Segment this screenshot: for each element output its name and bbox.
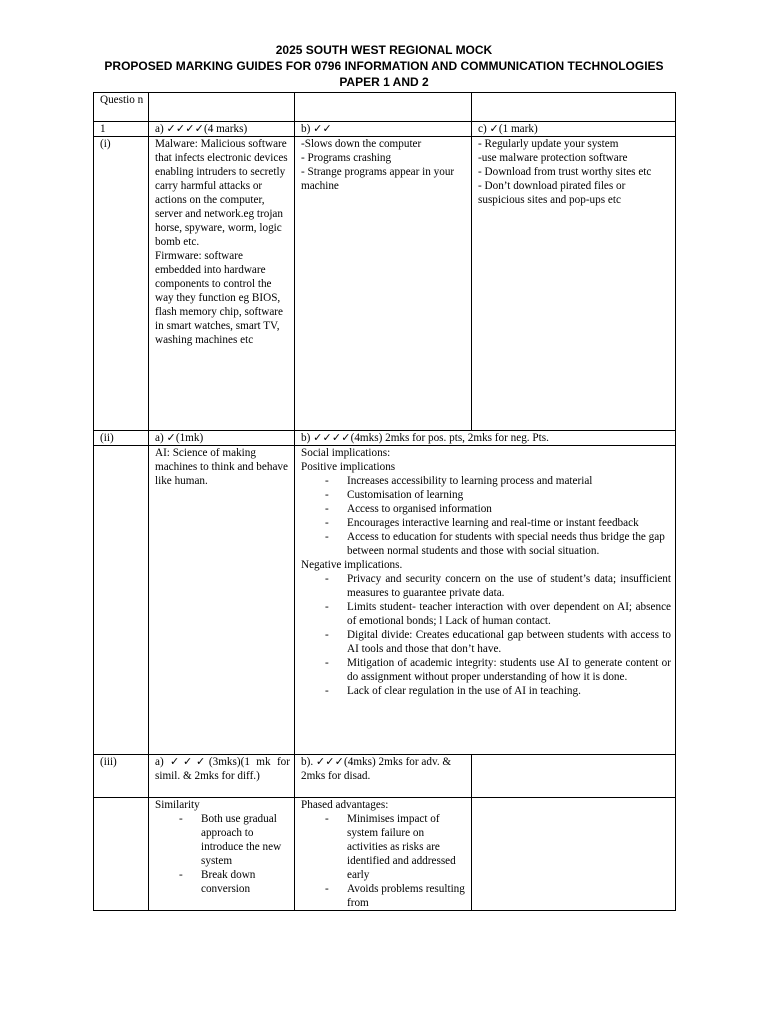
marks-cell-b: b) ✓✓✓✓(4mks) 2mks for pos. pts, 2mks for neg. Pts. xyxy=(295,431,676,446)
table-row-ii-body xyxy=(94,446,676,755)
social-implications-title: Social implications: xyxy=(301,447,391,459)
table-row-i xyxy=(94,137,676,431)
negative-implications-title: Negative implications. xyxy=(301,559,403,571)
question-header-cell: Questio n xyxy=(94,93,149,122)
list-item: - Break down conversion xyxy=(179,869,256,895)
marking-guide-table xyxy=(93,92,676,911)
answer-cell-b xyxy=(295,137,472,431)
phased-advantages-list xyxy=(301,812,467,910)
marks-cell-a: a) ✓✓✓(3mks)(1 mk for simil. & 2mks for diff.) xyxy=(149,755,295,798)
answer-line: - Regularly update your system xyxy=(478,138,619,150)
header-cell-4 xyxy=(472,93,676,122)
question-number-cell xyxy=(94,446,149,755)
marks-cell-b: b) ✓✓ xyxy=(295,122,472,137)
list-item: - Minimises impact of system failure on activities as risks are identified and addressed early xyxy=(325,813,456,881)
list-item: - Access to organised information xyxy=(325,503,492,515)
list-item: - Digital divide: Creates educational gap between students with access to AI tools and those that don’t have. xyxy=(325,629,671,655)
answer-line: - Don’t download pirated files or suspicious sites and pop-ups etc xyxy=(478,180,626,206)
similarity-title: Similarity xyxy=(155,799,200,811)
marks-cell-a: a) ✓✓✓✓(4 marks) xyxy=(149,122,295,137)
table-row-ii-marks xyxy=(94,431,676,446)
header-line-3: PAPER 1 AND 2 xyxy=(339,75,429,89)
malware-definition: Malware: Malicious software that infects electronic devices enabling intruders to secretly carry harmful attacks or actions on the computer, server and network.eg trojan horse, spyware, worm, logic bomb etc. xyxy=(155,138,288,248)
table-header-row xyxy=(94,93,676,122)
list-item: - Encourages interactive learning and real-time or instant feedback xyxy=(325,517,639,529)
similarity-cell xyxy=(149,798,295,911)
similarity-list xyxy=(155,812,290,896)
marks-cell-c xyxy=(472,755,676,798)
question-number-cell: 1 xyxy=(94,122,149,137)
list-item: - Limits student- teacher interaction with over dependent on AI; absence of emotional bonds; l Lack of human contact. xyxy=(325,601,671,627)
question-number-cell: (iii) xyxy=(94,755,149,798)
list-item: - Both use gradual approach to introduce the new system xyxy=(179,813,282,867)
table-row-q1-marks xyxy=(94,122,676,137)
table-row-iii-body xyxy=(94,798,676,911)
header-line-1: 2025 SOUTH WEST REGIONAL MOCK xyxy=(275,43,493,57)
marks-cell-c: c) ✓(1 mark) xyxy=(472,122,676,137)
empty-cell xyxy=(472,798,676,911)
answer-line: - Strange programs appear in your machine xyxy=(301,166,455,192)
social-implications-cell xyxy=(295,446,676,755)
ai-definition-cell: AI: Science of making machines to think and behave like human. xyxy=(149,446,295,755)
list-item: - Increases accessibility to learning process and material xyxy=(325,475,593,487)
phased-advantages-cell xyxy=(295,798,472,911)
phased-advantages-title: Phased advantages: xyxy=(301,799,389,811)
header-cell-2 xyxy=(149,93,295,122)
answer-line: -Slows down the computer xyxy=(301,138,422,150)
question-number-cell: (i) xyxy=(94,137,149,431)
list-item: - Avoids problems resulting from xyxy=(325,883,465,909)
list-item: - Privacy and security concern on the use of student’s data; insufficient measures to guarantee private data. xyxy=(325,573,671,599)
list-item: - Access to education for students with special needs thus bridge the gap between normal students and those with social situation. xyxy=(325,531,665,557)
negative-implications-list xyxy=(301,572,671,698)
marks-cell-a: a) ✓(1mk) xyxy=(149,431,295,446)
answer-line: - Download from trust worthy sites etc xyxy=(478,166,652,178)
marks-cell-b: b). ✓✓✓(4mks) 2mks for adv. & 2mks for disad. xyxy=(295,755,472,798)
answer-line: -use malware protection software xyxy=(478,152,628,164)
list-item: - Lack of clear regulation in the use of AI in teaching. xyxy=(325,685,581,697)
question-number-cell: (ii) xyxy=(94,431,149,446)
list-item: - Mitigation of academic integrity: students use AI to generate content or do assignment without proper understanding of how it is done. xyxy=(325,657,671,683)
answer-line: - Programs crashing xyxy=(301,152,392,164)
question-number-cell xyxy=(94,798,149,911)
answer-cell-a xyxy=(149,137,295,431)
firmware-definition: Firmware: software embedded into hardware components to control the way they function eg BIOS, flash memory chip, software in smart watches, smart TV, washing machines etc xyxy=(155,250,283,346)
document-header xyxy=(0,42,768,90)
list-item: - Customisation of learning xyxy=(325,489,464,501)
header-cell-3 xyxy=(295,93,472,122)
answer-cell-c xyxy=(472,137,676,431)
table-row-iii-marks xyxy=(94,755,676,798)
positive-implications-title: Positive implications xyxy=(301,461,396,473)
positive-implications-list xyxy=(301,474,671,558)
header-line-2: PROPOSED MARKING GUIDES FOR 0796 INFORMATION AND COMMUNICATION TECHNOLOGIES xyxy=(104,59,664,73)
